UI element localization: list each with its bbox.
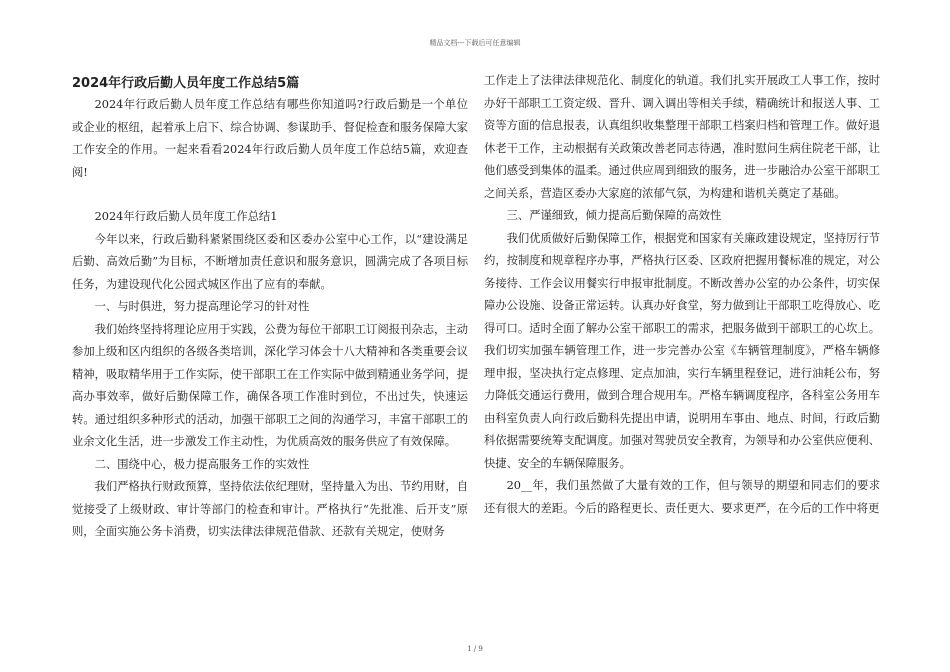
- right-column: [484, 70, 880, 520]
- section-heading-1: 一、与时俱进，努力提高理论学习的针对性: [94, 300, 310, 313]
- paragraph: 我们优质做好后勤保障工作，根据党和国家有关廉政建设规定，坚持厉行节约，按制度和规章程序办事，严格执行区委、区政府把握用餐标准的规定，对公务接待、工作会议用餐实行申报审批制度。不断改善办公室的办公条件，切实保障办公设施、设备正常运转。认真办好食堂，努力做到让干部职工吃得放心、吃得可口。适时全面了解办公室干部职工的需求，把服务做到干部职工的心坎上。我们切实加强车辆管理工作，进一步完善办公室《车辆管理制度》，严格车辆修理申报，坚决执行定点修理、定点加油，实行车辆里程登记，进行油耗公布，努力降低交通运行费用，做到合理合规用车。严格车辆调度程序，各科室公务用车由科室负责人向行政后勤科先提出申请，说明用车事由、地点、时间，行政后勤科依据需要统筹支配调度。加强对驾驶员安全教育，为领导和办公室供应便利、快捷、安全的车辆保障服务。: [484, 231, 880, 470]
- left-column: [72, 70, 468, 544]
- page-header: 精品文档---下载后可任意编辑: [429, 39, 521, 47]
- document-title: 2024年行政后勤人员年度工作总结5篇: [72, 76, 300, 91]
- paragraph-continued: 工作走上了法律法律规范化、制度化的轨道。我们扎实开展政工人事工作，按时办好干部职工工资定级、晋升、调入调出等相关手续，精确统计和报送人事、工资等方面的信息报表，认真组织收集整理干部职工档案归档和管理工作。做好退休老干工作，主动根据有关政策改善老同志待遇，准时慰问生病住院老干部，让他们感受到集体的温柔。通过供应周到细致的服务，进一步融洽办公室干部职工之间关系，营造区委办大家庭的浓郁气氛，为构建和谐机关奠定了基础。: [484, 74, 880, 200]
- paragraph: 我们严格执行财政预算，坚持依法依纪理财，坚持量入为出、节约用财，自觉接受了上级财政、审计等部门的检查和审计。严格执行“先批准、后开支”原则，全面实施公务卡消费，切实法律法律规范借款、还款有关规定，使财务: [72, 480, 468, 538]
- page-number: 1 / 9: [467, 645, 483, 653]
- section-heading-2: 二、围绕中心，极力提高服务工作的实效性: [94, 457, 310, 471]
- section-subtitle: 2024年行政后勤人员年度工作总结1: [94, 210, 278, 223]
- section-heading-3: 三、严谨细致，倾力提高后勤保障的高效性: [506, 209, 722, 222]
- paragraph: 我们始终坚持将理论应用于实践，公费为每位干部职工订阅报刊杂志，主动参加上级和区内组织的各级各类培训，深化学习体会十八大精神和各类重要会议精神，吸取精华用于工作实际，使干部职工在工作实际中做到精通业务学问，提高办事效率，做好后勤保障工作，确保各项工作准时到位，不出过失，快速运转。通过组织多种形式的活动，加强干部职工之间的沟通学习，丰富干部职工的业余文化生活，进一步激发工作主动性，为优质高效的服务供应了有效保障。: [72, 322, 468, 448]
- intro-paragraph: 2024年行政后勤人员年度工作总结有哪些你知道吗?行政后勤是一个单位或企业的枢纽，起着承上启下、综合协调、参谋助手、督促检查和服务保障大家工作安全的作用。一起来看看2024年行政后勤人员年度工作总结5篇，欢迎查阅!: [72, 98, 468, 179]
- spacer: [72, 184, 468, 206]
- paragraph: 今年以来，行政后勤科紧紧围绕区委和区委办公室中心工作，以“建设满足后勤、高效后勤”为目标，不断增加责任意识和服务意识，圆满完成了各项目标任务，为建设现代化公园式城区作出了应有的奉献。: [72, 232, 468, 291]
- paragraph: 20__年，我们虽然做了大量有效的工作，但与领导的期望和同志们的要求还有很大的差距。今后的路程更长、责任更大、要求更严，在今后的工作中将更: [484, 479, 880, 515]
